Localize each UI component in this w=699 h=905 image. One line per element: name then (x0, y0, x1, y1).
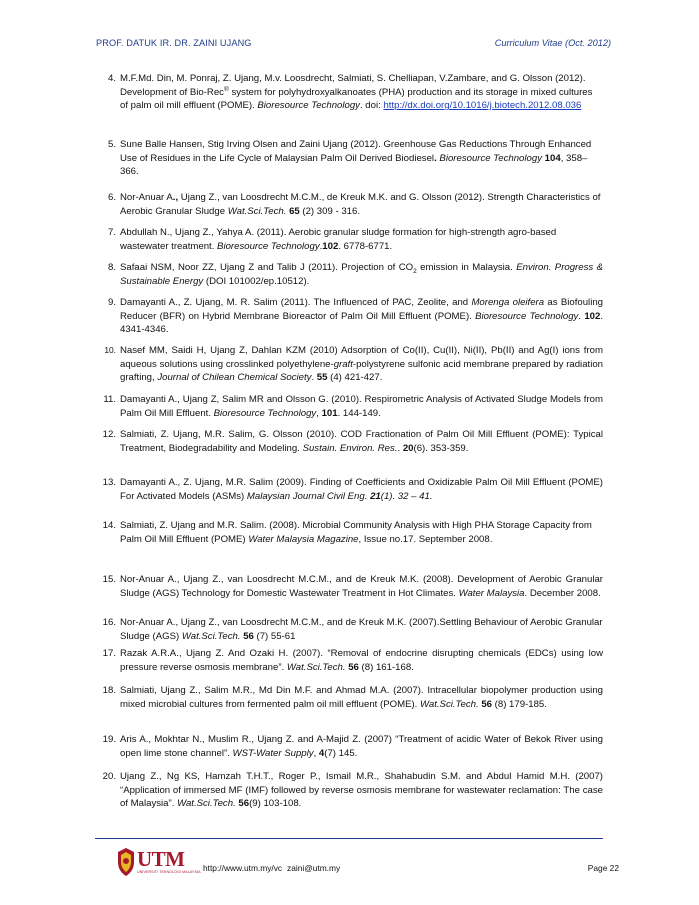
reference-text: Aris A., Mokhtar N., Muslim R., Ujang Z. and A-Majid Z. (2007) “Treatment of acidic Water of Bekok River using open lime stone channel”. WST-Water Supply, 4(7) 145. (120, 734, 603, 759)
reference-text: Salmiati, Z. Ujang, M.R. Salim, G. Olsson (2010). COD Fractionation of Palm Oil Mill Effluent (POME): Typical Treatment, Biodegradability and Modeling. Sustain. Environ. Res.. 20(6). 353-359. (120, 429, 603, 454)
reference-number: 15. (102, 574, 116, 585)
utm-wordmark: UTM (137, 847, 185, 871)
footer-url[interactable]: http://www.utm.my/vc (203, 863, 283, 873)
reference-text: Sune Balle Hansen, Stig Irving Olsen and Zaini Ujang (2012). Greenhouse Gas Reductions Through Enhanced Use of Residues in the Life Cycle of Malaysian Palm Oil Derived Biodiesel. Bioresource Technology 104, 358–366. (120, 139, 592, 178)
reference-number: 19. (102, 734, 116, 745)
reference-text: Razak A.R.A., Ujang Z. And Ozaki H. (2007). “Removal of endocrine disrupting chemicals (EDCs) using low pressure reverse osmosis membrane”. Wat.Sci.Tech. 56 (8) 161-168. (120, 648, 603, 673)
header-cv-date: Curriculum Vitae (Oct. 2012) (494, 38, 611, 48)
reference-text: Salmiati, Z. Ujang and M.R. Salim. (2008). Microbial Community Analysis with High PHA Storage Capacity from Palm Oil Mill Effluent (POME) Water Malaysia Magazine, Issue no.17. September 2008. (120, 520, 592, 545)
reference-text: M.F.Md. Din, M. Ponraj, Z. Ujang, M.v. Loosdrecht, Salmiati, S. Chelliapan, V.Zambare, and G. Olsson (2012). Development of Bio-Rec® system for polyhydroxyalkanoates (PHA) production and its storage in mixed cultures of palm oil mill effluent (POME). Bioresource Technology. doi: http://dx.doi.org/10.1016/j.biotech.2012.08.036 (120, 73, 593, 112)
reference-text: Nor-Anuar A., Ujang Z., van Loosdrecht M.C.M., de Kreuk M.K. and G. Olsson (2012). Strength Characteristics of Aerobic Granular Sludge Wat.Sci.Tech. 65 (2) 309 - 316. (120, 192, 601, 217)
reference-text: Safaai NSM, Noor ZZ, Ujang Z and Talib J (2011). Projection of $CO_2$ emission in Malaysia. Environ. Progress & Sustainable Energy (DOI 101002/ep.10512). (120, 262, 603, 287)
doi-link[interactable]: http://dx.doi.org/10.1016/j.biotech.2012.08.036 (383, 100, 582, 112)
utm-logo (116, 847, 201, 877)
reference-text: Damayanti A., Z. Ujang, M. R. Salim (2011). The Influenced of PAC, Zeolite, and Morenga oleifera as Biofouling Reducer (BFR) on Hybrid Membrane Bioreactor of Palm Oil Mill Effluent (POME). Bioresource Technology. 102. 4341-4346. (120, 297, 604, 336)
page-number: Page 22 (587, 863, 619, 873)
reference-number: 5. (107, 139, 116, 150)
reference-number: 14. (102, 520, 116, 531)
reference-text: Nor-Anuar A., Ujang Z., van Loosdrecht M.C.M., and de Kreuk M.K. (2008). Development of Aerobic Granular Sludge (AGS) Technology for Domestic Wastewater Treatment in Hot Climates. Water Malaysia. December 2008. (120, 574, 603, 599)
reference-number: 16. (102, 617, 116, 628)
utm-tagline: UNIVERSITI TEKNOLOGI MALAYSIA (137, 870, 201, 874)
reference-text: Salmiati, Ujang Z., Salim M.R., Md Din M.F. and Ahmad M.A. (2007). Intracellular biopolymer production using mixed microbial cultures from fermented palm oil mill effluent (POME). Wat.Sci.Tech. 56 (8) 179-185. (120, 685, 603, 710)
footer-email[interactable]: zaini@utm.my (287, 863, 341, 873)
reference-number: 8. (107, 262, 116, 273)
reference-text: Nasef MM, Saidi H, Ujang Z, Dahlan KZM (2010) Adsorption of Co(II), Cu(II), Ni(II), Pb(II) and Ag(I) ions from aqueous solutions using crosslinked polyethylene-graft-polystyrene sulfonic acid membrane prepared by radiation grafting, Journal of Chilean Chemical Society. 55 (4) 421-427. (120, 345, 603, 384)
reference-number: 17. (102, 648, 116, 659)
reference-number: 13. (102, 477, 116, 488)
reference-text: Abdullah N., Ujang Z., Yahya A. (2011). Aerobic granular sludge formation for high-strength agro-based wastewater treatment. Bioresource Technology.102. 6778-6771. (120, 227, 557, 252)
reference-text: Damayanti A., Ujang Z, Salim MR and Olsson G. (2010). Respirometric Analysis of Activated Sludge Models from Palm Oil Mill Effluent. Bioresource Technology, 101. 144-149. (120, 394, 603, 419)
reference-number: 12. (102, 429, 116, 440)
reference-number: 18. (102, 685, 116, 696)
header-author: PROF. DATUK IR. DR. ZAINI UJANG (96, 38, 252, 48)
reference-number: 4. (107, 73, 116, 84)
reference-number: 20. (102, 771, 116, 782)
reference-number: 9. (107, 297, 116, 308)
utm-crest-icon (116, 847, 136, 877)
reference-number: 11. (103, 394, 116, 405)
reference-text: Damayanti A., Z. Ujang, M.R. Salim (2009). Finding of Coefficients and Oxidizable Palm Oil Mill Effluent (POME) For Activated Models (ASMs) Malaysian Journal Civil Eng. 21(1). 32 – 41. (120, 477, 603, 502)
reference-text: Ujang Z., Ng KS, Hamzah T.H.T., Roger P., Ismail M.R., Shahabudin S.M. and Abdul Hamid M.H. (2007) “Application of immersed MF (IMF) followed by reverse osmosis membrane for wastewater reclamation: The case of Malaysia”. Wat.Sci.Tech. 56(9) 103-108. (120, 771, 603, 810)
reference-number: 6. (107, 192, 116, 203)
reference-number: 10. (104, 345, 116, 355)
footer-divider (95, 838, 603, 839)
reference-number: 7. (107, 227, 116, 238)
reference-text: Nor-Anuar A., Ujang Z., van Loosdrecht M.C.M., and de Kreuk M.K. (2007).Settling Behaviour of Aerobic Granular Sludge (AGS) Wat.Sci.Tech. 56 (7) 55-61 (120, 617, 603, 642)
